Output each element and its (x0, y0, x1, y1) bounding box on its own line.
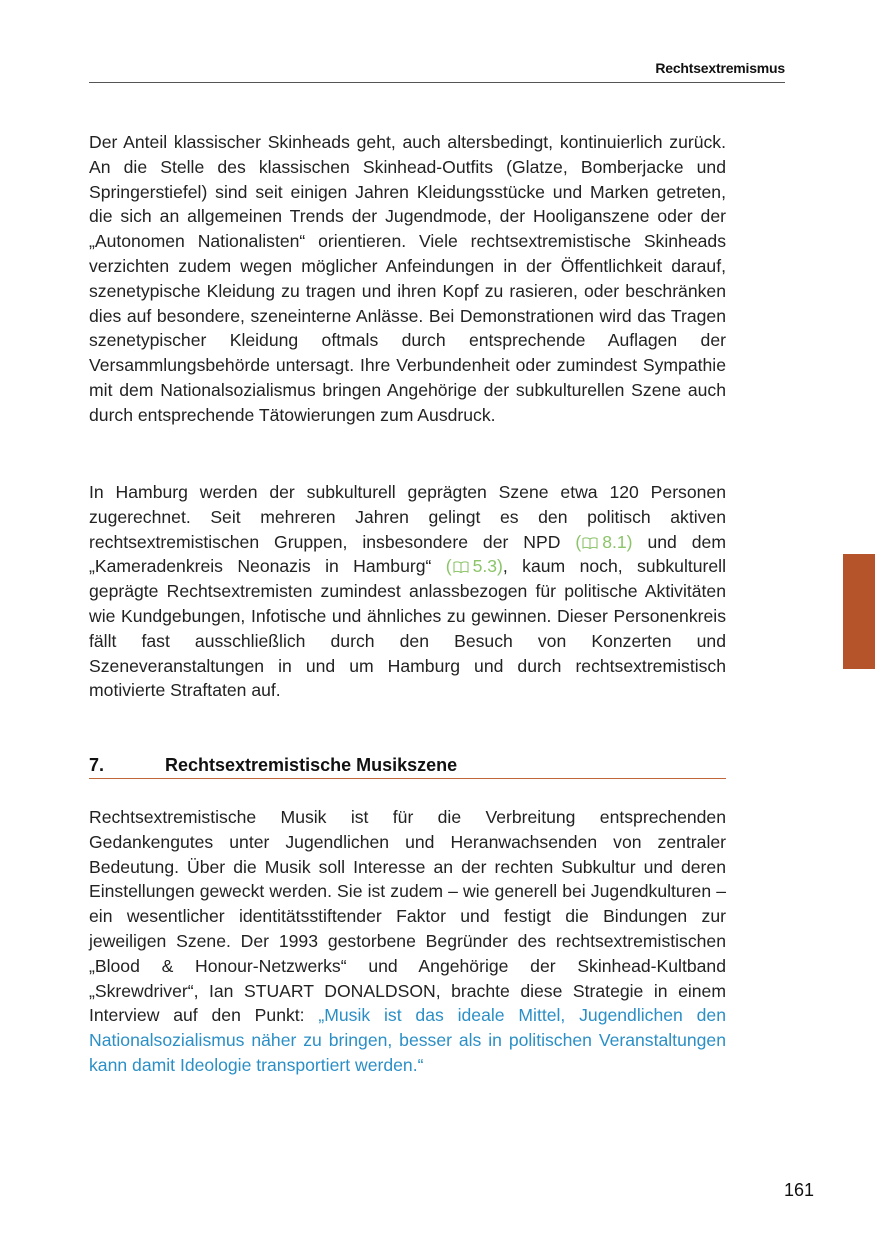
page-number: 161 (784, 1180, 815, 1200)
section-title: Rechtsextremistische Musikszene (165, 755, 458, 775)
quote-donaldson: „Musik ist das ideale Mittel, Jugendlichen den Nationalsozialismus näher zu bringen, besser als in politischen Veranstaltungen kann damit Ideologie transportiert werden.“ (89, 1005, 726, 1075)
paragraph-hamburg-scene (89, 480, 726, 703)
paragraph-text-segment: Rechtsextremistische Musik ist für die Verbreitung entsprechenden Gedankengutes unter Jugendlichen und Heranwachsenden von zentraler Bedeutung. Über die Musik soll Interesse an der rechten Subkultur und deren Einstellungen geweckt werden. Sie ist zudem – wie generell bei Jugendkulturen – ein wesentlicher identitätsstiftender Faktor und festigt die Bindungen zur jeweiligen Szene. Der 1993 gestorbene Begründer des rechtsextremistischen „Blood & Honour-Netzwerks“ und Angehörige der Skinhead-Kultband „Skrewdriver“, Ian STUART DONALDSON, brachte diese Strategie in einem Interview auf den Punkt: (89, 807, 726, 1026)
cross-reference-npd[interactable] (575, 532, 632, 552)
ref-paren: ( (445, 556, 452, 577)
running-header (89, 60, 785, 83)
ref-number: 5.3) (472, 556, 503, 577)
running-header-title: Rechtsextremismus (655, 60, 785, 76)
section-number: 7. (89, 755, 105, 775)
ref-paren: ( (575, 531, 582, 552)
paragraph-music-scene (89, 805, 726, 1078)
book-icon (453, 561, 469, 573)
section-heading (89, 755, 726, 779)
chapter-side-tab (843, 554, 875, 669)
cross-reference-kameradenkreis[interactable] (446, 556, 503, 576)
paragraph-skinhead-outfits: Der Anteil klassischer Skinheads geht, auch altersbedingt, kontinuierlich zurück. An die Stelle des klassischen Skinhead-Outfits (Glatze, Bomberjacke und Springerstiefel) sind seit einigen Jahren Kleidungsstücke und Marken getreten, die sich an allgemeinen Trends der Jugendmode, der Hooliganszene oder der „Autonomen Nationalisten“ orientieren. Viele rechtsextremistische Skinheads verzichten zudem wegen möglicher Anfeindungen in der Öffentlichkeit darauf, szenetypische Kleidung zu tragen und ihren Kopf zu rasieren, oder beschränken dies auf besondere, szeneinterne Anlässe. Bei Demonstrationen wird das Tragen szenetypischer Kleidung oftmals durch entsprechende Auflagen der Versammlungsbehörde untersagt. Ihre Verbundenheit oder zumindest Sympathie mit dem Nationalsozialismus bringen Angehörige der subkulturellen Szene auch durch entsprechende Tätowierungen zum Ausdruck. (89, 132, 726, 425)
ref-number: 8.1) (602, 531, 633, 552)
paragraph-text-segment: In Hamburg werden der subkulturell geprägten Szene etwa 120 Personen zugerechnet. Seit mehreren Jahren gelingt es den politisch aktiven rechtsextremistischen Gruppen, insbesondere der NPD (89, 482, 726, 552)
paragraph-text-segment: und dem „Kameradenkreis Neonazis in Hamburg“ (89, 531, 726, 577)
book-icon (582, 537, 598, 549)
paragraph-text-segment: , kaum noch, subkulturell geprägte Rechtsextremisten zumindest anlassbezogen für politische Aktivitäten wie Kundgebungen, Infotische und ähnliches zu gewinnen. Dieser Personenkreis fällt fast ausschließlich durch den Besuch von Konzerten und Szeneveranstaltungen in und um Hamburg und durch rechtsextremistisch motivierte Straftaten auf. (89, 556, 726, 701)
